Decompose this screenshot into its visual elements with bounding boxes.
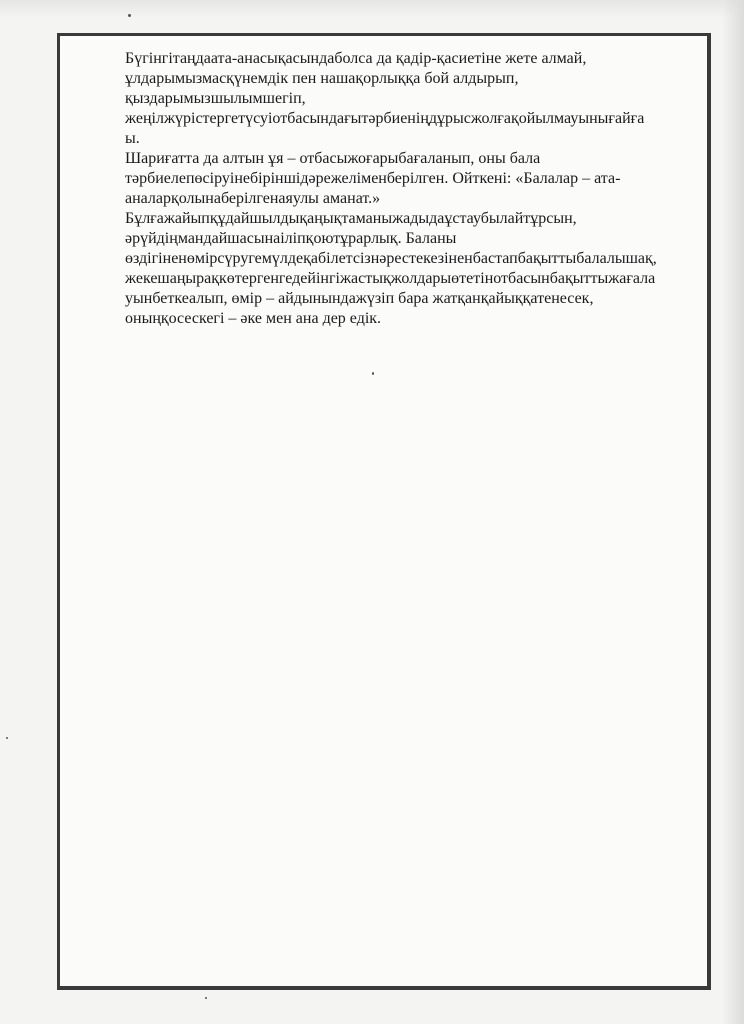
text-line: ұлдарымызмасқүнемдік пен нашақорлыққа бой алдырып,: [125, 70, 519, 87]
text-line: Бұлғажайыпқұдайшылдықаңықтаманыжадыдаұстаубылайтұрсын,: [125, 210, 577, 227]
text-line: тәрбиелепөсіруінебіріншідәрежеліменберілген. Ойткені: «Балалар – ата-: [125, 170, 621, 187]
paragraph-3: [125, 209, 710, 329]
text-line: өздігіненөмірсүругемүлдеқабілетсізнәрестекезіненбастапбақыттыбалалышақ,: [125, 250, 657, 267]
scan-speck: [128, 14, 131, 17]
paragraph-2: [125, 149, 710, 209]
text-line: оныңқосескегі – әке мен ана дер едік.: [125, 310, 382, 327]
paragraph-1: [125, 49, 710, 149]
page-frame: [57, 33, 711, 990]
text-line: Шариғатта да алтын ұя – отбасыжоғарыбағаланып, оны бала: [125, 150, 541, 167]
scan-shadow-top: [0, 0, 744, 18]
text-line: Бүгінгітаңдаата-анасықасындаболса да қадір-қасиетіне жете алмай,: [125, 50, 587, 67]
scan-speck: [372, 372, 374, 375]
scan-shadow-right: [722, 0, 744, 1024]
text-line: ы.: [125, 130, 140, 147]
scan-speck: [6, 737, 8, 739]
text-line: әрүйдіңмандайшасынаіліпқоютұрарлық. Баланы: [125, 230, 457, 247]
text-line: жеңілжүрістергетүсуіотбасындағытәрбиеніңдұрысжолғақойылмауынығайға: [125, 110, 645, 127]
text-line: аналарқолынаберілгенаяулы аманат.»: [125, 190, 381, 207]
scan-speck: [205, 997, 207, 999]
text-line: жекешаңырақкөтергенгедейінгіжастықжолдарыөтетінотбасынбақыттыжағала: [125, 270, 656, 287]
text-line: уынбеткеалып, өмір – айдынындажүзіп бара жатқанқайыққатенесек,: [125, 290, 594, 307]
document-body: [125, 49, 710, 329]
text-line: қыздарымызшылымшегіп,: [125, 90, 306, 107]
